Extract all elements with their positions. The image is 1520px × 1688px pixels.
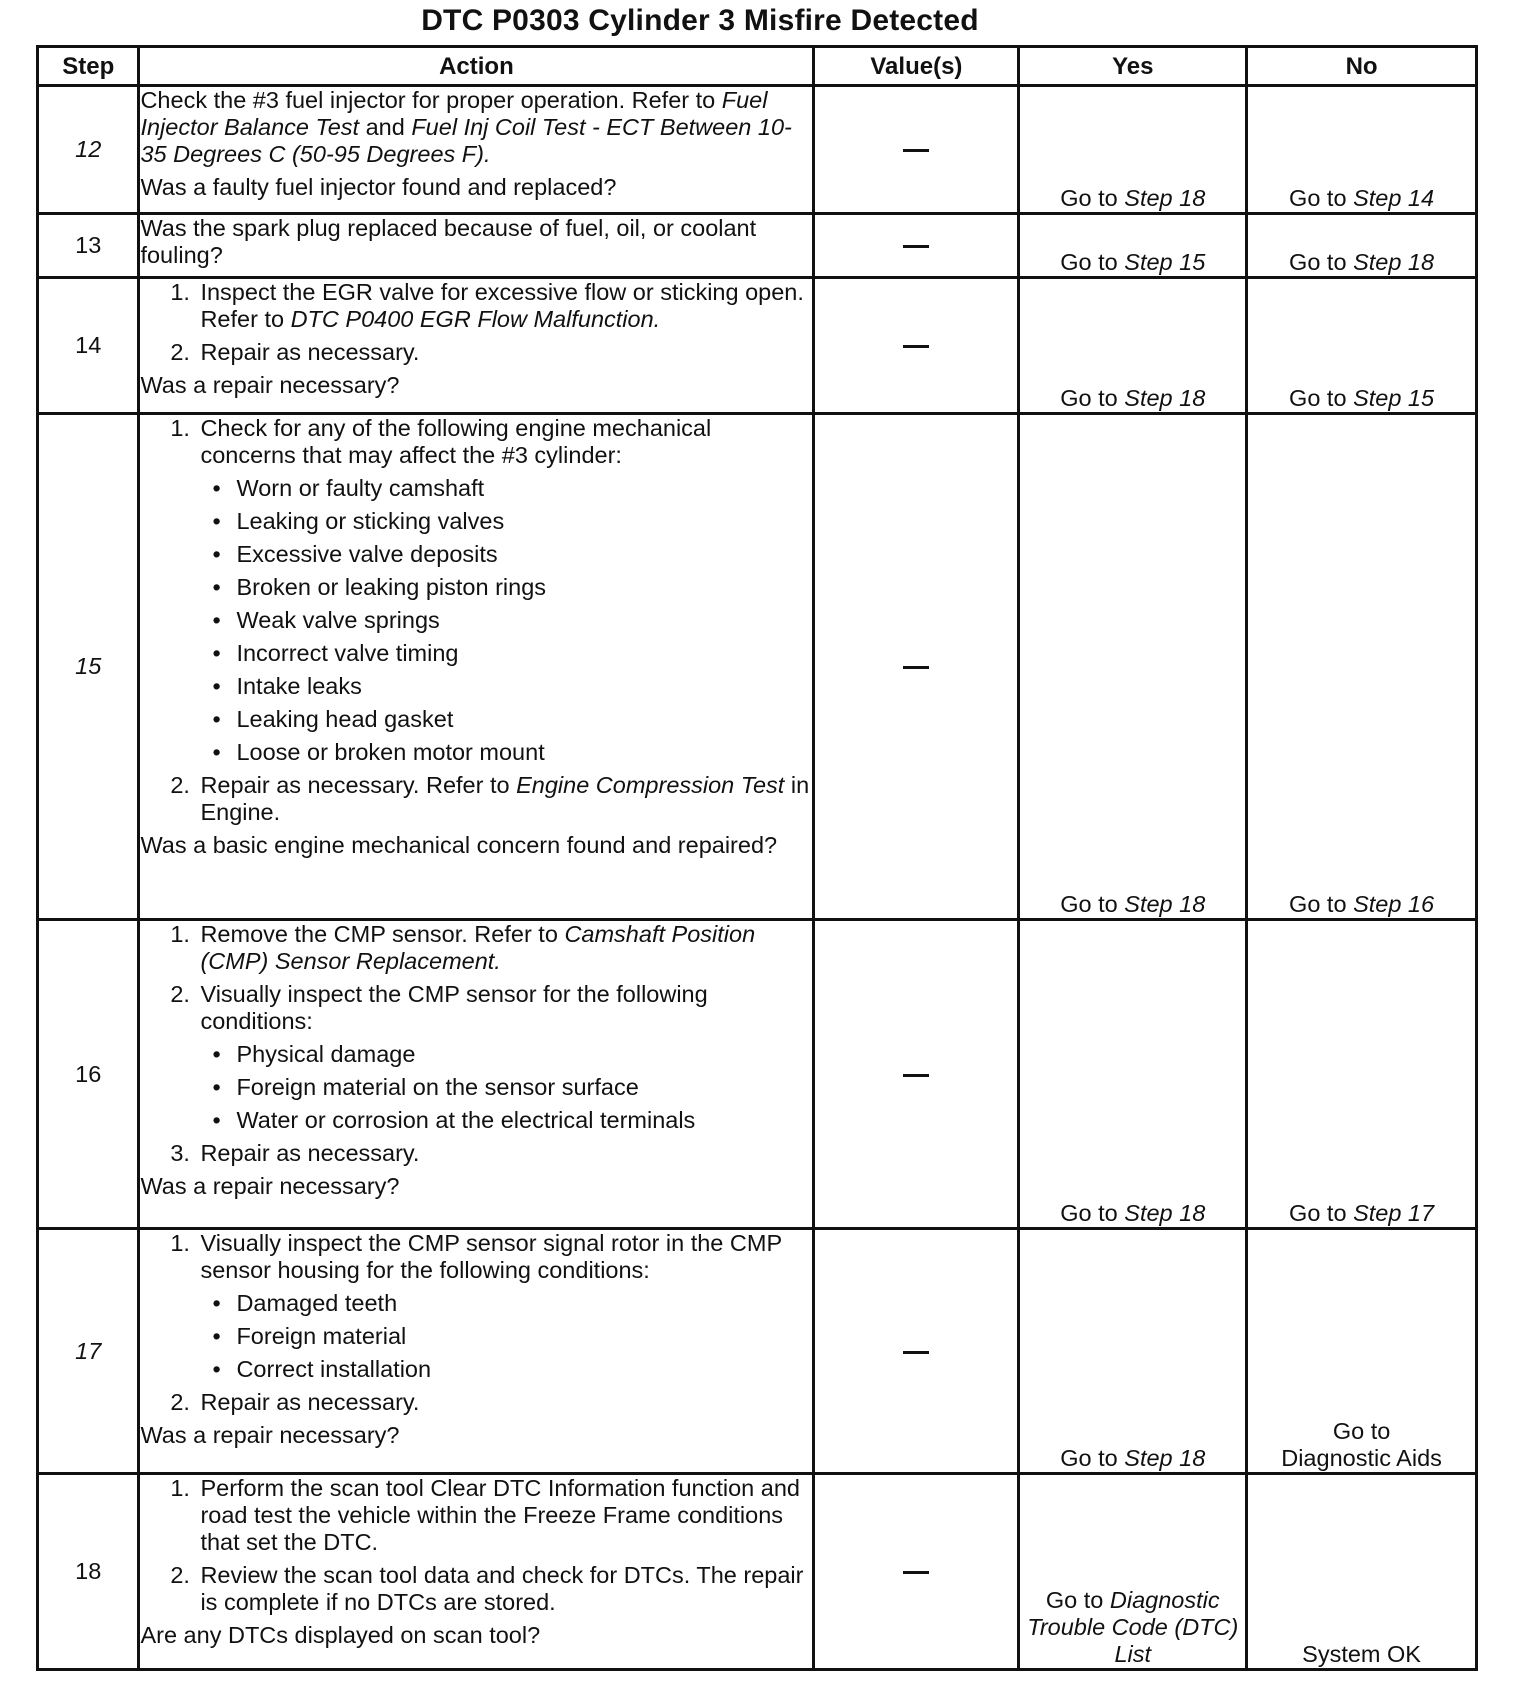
- no-result: [1247, 414, 1477, 920]
- yes-result: [1019, 278, 1247, 414]
- action-cell: [139, 1474, 814, 1670]
- condition-list: [200, 475, 812, 766]
- action-step: [196, 772, 812, 826]
- goto-step-link[interactable]: Step 16: [1353, 891, 1435, 917]
- action-cell: [139, 920, 814, 1229]
- value-dash: [903, 1074, 929, 1077]
- column-header-step: Step: [38, 47, 139, 86]
- value-dash: [903, 245, 929, 248]
- procedure-reference: Camshaft Position (CMP) Sensor Replacement.: [200, 921, 756, 974]
- step-number: 18: [38, 1474, 139, 1670]
- yes-result: [1019, 1474, 1247, 1670]
- yes-result: [1019, 86, 1247, 214]
- goto-label: Go to: [1060, 385, 1125, 411]
- list-item: • Incorrect valve timing: [212, 640, 812, 667]
- list-item: • Leaking or sticking valves: [212, 508, 812, 535]
- value-cell: [814, 86, 1019, 214]
- goto-step-link[interactable]: Step 18: [1124, 385, 1206, 411]
- no-result: [1247, 278, 1477, 414]
- action-cell: [139, 214, 814, 278]
- action-text: [140, 87, 812, 168]
- table-row: [38, 278, 1477, 414]
- procedure-reference: DTC P0400 EGR Flow Malfunction.: [290, 306, 661, 332]
- procedure-reference: Engine Compression Test: [516, 772, 785, 798]
- goto-step-link[interactable]: Step 18: [1124, 1200, 1206, 1226]
- action-question: Are any DTCs displayed on scan tool?: [140, 1622, 541, 1648]
- goto-label: Go to: [1332, 1418, 1391, 1444]
- value-cell: [814, 278, 1019, 414]
- step-number: 15: [38, 414, 139, 920]
- value-cell: [814, 1474, 1019, 1670]
- step-number: 13: [38, 214, 139, 278]
- goto-dtc-list-link[interactable]: Diagnostic Trouble Code (DTC) List: [1027, 1587, 1239, 1667]
- action-text-part: and: [359, 114, 412, 140]
- action-step: [196, 415, 812, 766]
- goto-label: Go to: [1060, 1445, 1125, 1471]
- action-step: [196, 279, 812, 333]
- list-item: • Leaking head gasket: [212, 706, 812, 733]
- goto-label: Go to: [1289, 385, 1354, 411]
- column-header-yes: Yes: [1019, 47, 1247, 86]
- value-dash: [903, 1571, 929, 1574]
- goto-label: Go to: [1060, 1200, 1125, 1226]
- list-item: • Foreign material: [212, 1323, 812, 1350]
- goto-step-link[interactable]: Step 18: [1124, 185, 1206, 211]
- action-step: 2. Repair as necessary.: [196, 1389, 812, 1416]
- action-text-part: Remove the CMP sensor. Refer to: [200, 921, 565, 947]
- condition-list: [200, 1041, 812, 1134]
- action-question: Was a repair necessary?: [140, 1422, 400, 1448]
- goto-step-link[interactable]: Step 18: [1124, 891, 1206, 917]
- action-step: [196, 981, 812, 1134]
- goto-label: Go to: [1289, 891, 1354, 917]
- no-result: [1247, 86, 1477, 214]
- action-step: [196, 1230, 812, 1383]
- table-row: [38, 214, 1477, 278]
- step-number: 16: [38, 920, 139, 1229]
- goto-step-link[interactable]: Step 17: [1353, 1200, 1435, 1226]
- table-header-row: [38, 47, 1477, 86]
- value-dash: [903, 666, 929, 669]
- action-steps: [140, 1475, 812, 1616]
- list-item: • Damaged teeth: [212, 1290, 812, 1317]
- list-item: • Foreign material on the sensor surface: [212, 1074, 812, 1101]
- yes-result: [1019, 1229, 1247, 1474]
- list-item: • Weak valve springs: [212, 607, 812, 634]
- yes-result: [1019, 214, 1247, 278]
- action-text-part: in Engine.: [200, 772, 810, 825]
- value-cell: [814, 920, 1019, 1229]
- no-result: [1247, 214, 1477, 278]
- action-question: Was a faulty fuel injector found and replaced?: [140, 174, 617, 200]
- action-step: 3. Repair as necessary.: [196, 1140, 812, 1167]
- table-row: [38, 920, 1477, 1229]
- list-item: • Intake leaks: [212, 673, 812, 700]
- action-question: Was a repair necessary?: [140, 1173, 400, 1199]
- goto-step-link[interactable]: Step 18: [1353, 249, 1435, 275]
- goto-label: Go to: [1289, 185, 1354, 211]
- action-cell: [139, 86, 814, 214]
- column-header-no: No: [1247, 47, 1477, 86]
- goto-label: Go to: [1060, 249, 1125, 275]
- step-number: 12: [38, 86, 139, 214]
- action-step: 1. Perform the scan tool Clear DTC Information function and road test the vehicle within the Freeze Frame conditions that set the DTC.: [196, 1475, 812, 1556]
- diagnostic-table: [36, 45, 1478, 1671]
- action-question: Was a basic engine mechanical concern found and repaired?: [140, 832, 778, 858]
- list-item: • Worn or faulty camshaft: [212, 475, 812, 502]
- goto-step-link[interactable]: Step 14: [1353, 185, 1435, 211]
- goto-label: Go to: [1045, 1587, 1110, 1613]
- step-number: 17: [38, 1229, 139, 1474]
- action-step: 2. Review the scan tool data and check for DTCs. The repair is complete if no DTCs are stored.: [196, 1562, 812, 1616]
- no-result: [1247, 920, 1477, 1229]
- action-text-part: Repair as necessary. Refer to: [200, 772, 517, 798]
- action-text-part: Visually inspect the CMP sensor for the following conditions:: [200, 981, 708, 1034]
- action-text-part: Inspect the EGR valve for excessive flow or sticking open. Refer to: [200, 279, 804, 332]
- goto-label: Go to: [1060, 891, 1125, 917]
- action-cell: [139, 278, 814, 414]
- step-number: 14: [38, 278, 139, 414]
- action-steps: [140, 415, 812, 826]
- yes-result: [1019, 414, 1247, 920]
- goto-step-link[interactable]: Step 18: [1124, 1445, 1206, 1471]
- action-step: [196, 921, 812, 975]
- action-cell: [139, 1229, 814, 1474]
- list-item: • Physical damage: [212, 1041, 812, 1068]
- action-cell: [139, 414, 814, 920]
- list-item: • Correct installation: [212, 1356, 812, 1383]
- action-question: Was a repair necessary?: [140, 372, 400, 398]
- value-cell: [814, 1229, 1019, 1474]
- procedure-reference: Fuel Injector Balance Test: [140, 87, 768, 140]
- value-dash: [903, 1351, 929, 1354]
- table-row: [38, 1474, 1477, 1670]
- goto-step-link[interactable]: Step 15: [1124, 249, 1206, 275]
- action-text-part: Check the #3 fuel injector for proper operation. Refer to: [140, 87, 722, 113]
- column-header-action: Action: [139, 47, 814, 86]
- value-cell: [814, 414, 1019, 920]
- action-question: Was the spark plug replaced because of fuel, oil, or coolant fouling?: [140, 215, 757, 268]
- list-item: • Broken or leaking piston rings: [212, 574, 812, 601]
- yes-result: [1019, 920, 1247, 1229]
- condition-list: [200, 1290, 812, 1383]
- system-ok-text: System OK: [1302, 1641, 1421, 1667]
- list-item: • Excessive valve deposits: [212, 541, 812, 568]
- table-row: [38, 86, 1477, 214]
- table-row: [38, 1229, 1477, 1474]
- no-result: [1247, 1229, 1477, 1474]
- goto-diagnostic-aids-link[interactable]: Diagnostic Aids: [1281, 1445, 1442, 1471]
- value-dash: [903, 149, 929, 152]
- table-row: [38, 414, 1477, 920]
- action-steps: [140, 921, 812, 1167]
- value-dash: [903, 345, 929, 348]
- list-item: • Loose or broken motor mount: [212, 739, 812, 766]
- action-step: 2. Repair as necessary.: [196, 339, 812, 366]
- action-steps: [140, 1230, 812, 1416]
- action-text-part: Visually inspect the CMP sensor signal rotor in the CMP sensor housing for the following conditions:: [200, 1230, 782, 1283]
- goto-label: Go to: [1289, 1200, 1354, 1226]
- action-text-part: Check for any of the following engine mechanical concerns that may affect the #3 cylinder:: [200, 415, 712, 468]
- action-steps: [140, 279, 812, 366]
- goto-step-link[interactable]: Step 15: [1353, 385, 1435, 411]
- procedure-reference: Fuel Inj Coil Test - ECT Between 10-35 Degrees C (50-95 Degrees F).: [140, 114, 792, 167]
- value-cell: [814, 214, 1019, 278]
- page-title: DTC P0303 Cylinder 3 Misfire Detected: [421, 4, 979, 37]
- no-result: [1247, 1474, 1477, 1670]
- column-header-values: Value(s): [814, 47, 1019, 86]
- goto-label: Go to: [1060, 185, 1125, 211]
- list-item: • Water or corrosion at the electrical terminals: [212, 1107, 812, 1134]
- goto-label: Go to: [1289, 249, 1354, 275]
